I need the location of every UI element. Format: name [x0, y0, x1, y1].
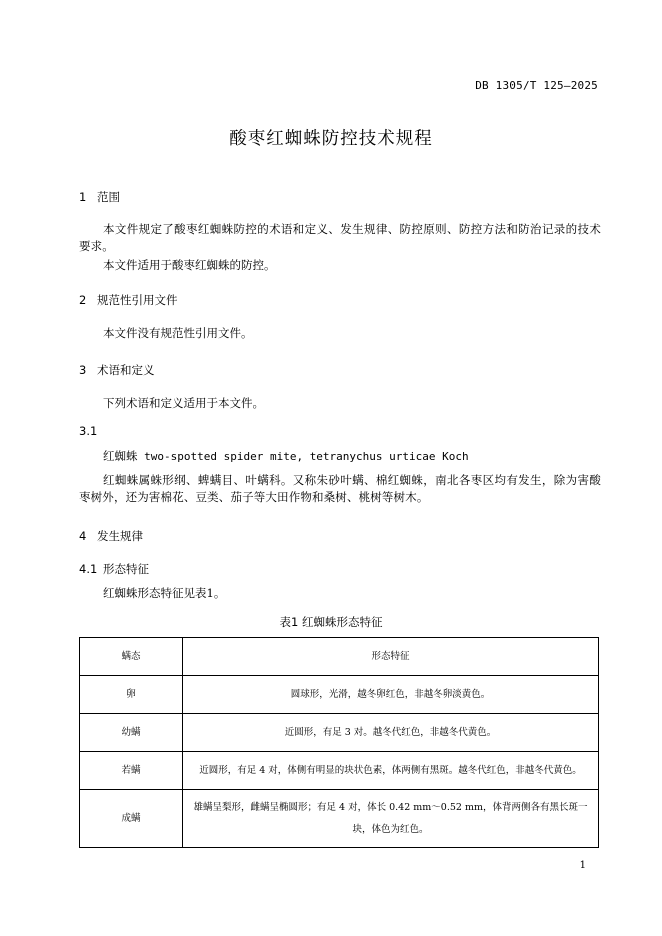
paragraph: 本文件没有规范性引用文件。	[103, 326, 253, 340]
table-row	[80, 790, 599, 848]
paragraph: 本文件适用于酸枣红蜘蛛的防控。	[103, 258, 276, 272]
page-number: 1	[579, 860, 586, 871]
document-title: 酸枣红蜘蛛防控技术规程	[229, 129, 433, 149]
table-row	[80, 714, 599, 752]
table-header-cell: 螨态	[80, 638, 183, 676]
table-cell-desc: 近圆形，有足 3 对。越冬代红色，非越冬代黄色。	[183, 714, 599, 752]
table-header-cell: 形态特征	[183, 638, 599, 676]
section-number: 1	[79, 190, 87, 204]
subsection-4-1-heading	[79, 561, 149, 577]
document-code: DB 1305/T 125—2025	[475, 79, 598, 92]
morphology-table	[79, 637, 599, 848]
section-title: 术语和定义	[97, 363, 155, 377]
section-number: 3	[79, 363, 87, 377]
paragraph: 下列术语和定义适用于本文件。	[103, 396, 264, 410]
table-cell-stage: 若螨	[80, 752, 183, 790]
paragraph: 红蜘蛛形态特征见表1。	[103, 586, 226, 600]
table-cell-desc: 近圆形，有足 4 对，体侧有明显的块状色素，体两侧有黑斑。越冬代红色，非越冬代黄色。	[183, 752, 599, 790]
table-row	[80, 752, 599, 790]
section-2-heading	[79, 292, 178, 308]
section-number: 4	[79, 529, 87, 543]
paragraph: 本文件规定了酸枣红蜘蛛防控的术语和定义、发生规律、防控原则、防控方法和防治记录的技术要求。	[79, 222, 601, 253]
section-title: 发生规律	[97, 529, 143, 543]
table-row	[80, 676, 599, 714]
table-cell-desc: 圆球形，光滑，越冬卵红色，非越冬卵淡黄色。	[183, 676, 599, 714]
section-number: 2	[79, 293, 87, 307]
table-header-row	[80, 638, 599, 676]
table-cell-stage: 卵	[80, 676, 183, 714]
subsection-3-1-number: 3.1	[79, 424, 98, 438]
table-caption: 表1 红蜘蛛形态特征	[279, 615, 383, 629]
section-4-heading	[79, 528, 143, 544]
section-1-heading	[79, 189, 120, 205]
section-title: 形态特征	[103, 562, 149, 576]
term-chinese: 红蜘蛛	[103, 449, 138, 463]
section-title: 规范性引用文件	[97, 293, 178, 307]
section-3-heading	[79, 362, 155, 378]
table-cell-stage: 幼螨	[80, 714, 183, 752]
table-cell-stage: 成螨	[80, 790, 183, 848]
term-english: two-spotted spider mite, tetranychus urticae Koch	[144, 450, 469, 463]
term-entry	[103, 448, 469, 464]
term-definition: 红蜘蛛属蛛形纲、蜱螨目、叶螨科。又称朱砂叶螨、棉红蜘蛛，南北各枣区均有发生，除为害酸枣树外，还为害棉花、豆类、茄子等大田作物和桑树、桃树等树木。	[79, 473, 601, 504]
section-number: 4.1	[79, 562, 98, 576]
section-title: 范围	[97, 190, 120, 204]
table-cell-desc: 雄螨呈梨形，雌螨呈椭圆形；有足 4 对，体长 0.42 mm～0.52 mm，体背两侧各有黑长斑一块，体色为红色。	[183, 790, 599, 848]
